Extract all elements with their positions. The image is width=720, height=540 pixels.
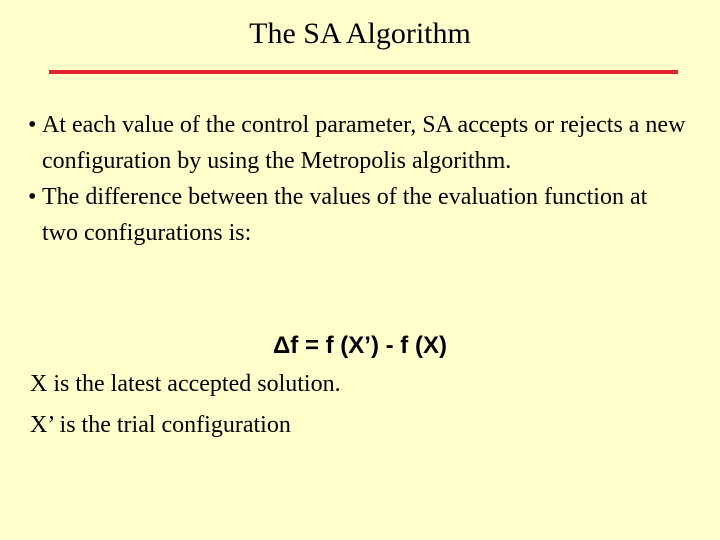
bullet-list [28, 107, 688, 251]
title-underline-rule [49, 70, 678, 74]
slide-title: The SA Algorithm [249, 17, 471, 50]
bullet-text: The difference between the values of the evaluation function at two configurations is: [42, 184, 648, 246]
delta-f-formula: Δf = f (X’) - f (X) [273, 332, 447, 359]
definition-line-x: X is the latest accepted solution. [30, 371, 341, 397]
bullet-item [28, 179, 688, 251]
bullet-item [28, 107, 688, 179]
bullet-dot-icon: • [28, 184, 37, 210]
bullet-dot-icon: • [28, 112, 37, 138]
bullet-text: At each value of the control parameter, SA accepts or rejects a new configuration by using the Metropolis algorithm. [42, 112, 686, 174]
definition-line-x-prime: X’ is the trial configuration [30, 412, 291, 438]
